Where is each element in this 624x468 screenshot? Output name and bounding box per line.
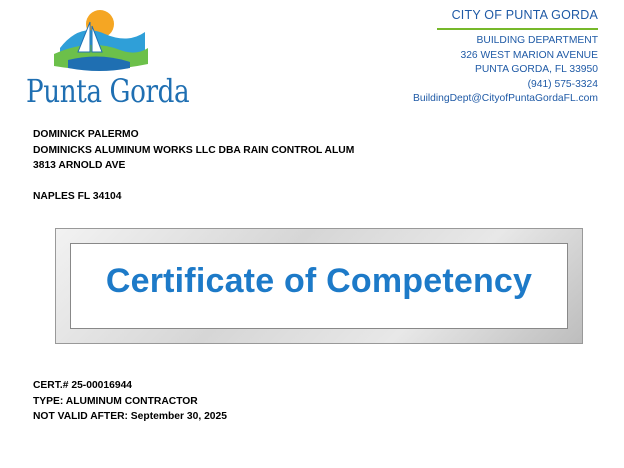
header-divider	[437, 28, 598, 30]
department-header	[452, 8, 598, 22]
certificate-expiry: NOT VALID AFTER: September 30, 2025	[33, 411, 227, 423]
city-logo	[26, 8, 190, 120]
recipient-business: DOMINICKS ALUMINUM WORKS LLC DBA RAIN CONTROL ALUM	[33, 144, 355, 156]
department-phone: (941) 575-3324	[527, 78, 598, 90]
city-name: CITY OF PUNTA GORDA	[451, 8, 598, 22]
certificate-title-frame	[55, 228, 583, 344]
certificate-number: CERT.# 25-00016944	[33, 380, 133, 391]
department-street: 326 WEST MARION AVENUE	[460, 49, 598, 61]
recipient-street: 3813 ARNOLD AVE	[33, 160, 126, 172]
certificate-details	[33, 378, 227, 425]
recipient-name: DOMINICK PALERMO	[33, 129, 139, 140]
department-city: PUNTA GORDA, FL 33950	[474, 64, 598, 76]
certificate-type: TYPE: ALUMINUM CONTRACTOR	[33, 395, 198, 407]
department-name: BUILDING DEPARTMENT	[476, 35, 598, 46]
recipient-city: NAPLES FL 34104	[33, 190, 122, 202]
sailboat-logo-icon	[50, 8, 150, 74]
certificate-title-panel	[70, 243, 568, 329]
recipient-block	[33, 127, 354, 204]
certificate-title: Certificate of Competency	[105, 262, 533, 300]
department-address	[413, 34, 598, 107]
department-email[interactable]: BuildingDept@CityofPuntaGordaFL.com	[412, 93, 598, 105]
logo-wordmark: Punta Gorda	[26, 72, 190, 110]
